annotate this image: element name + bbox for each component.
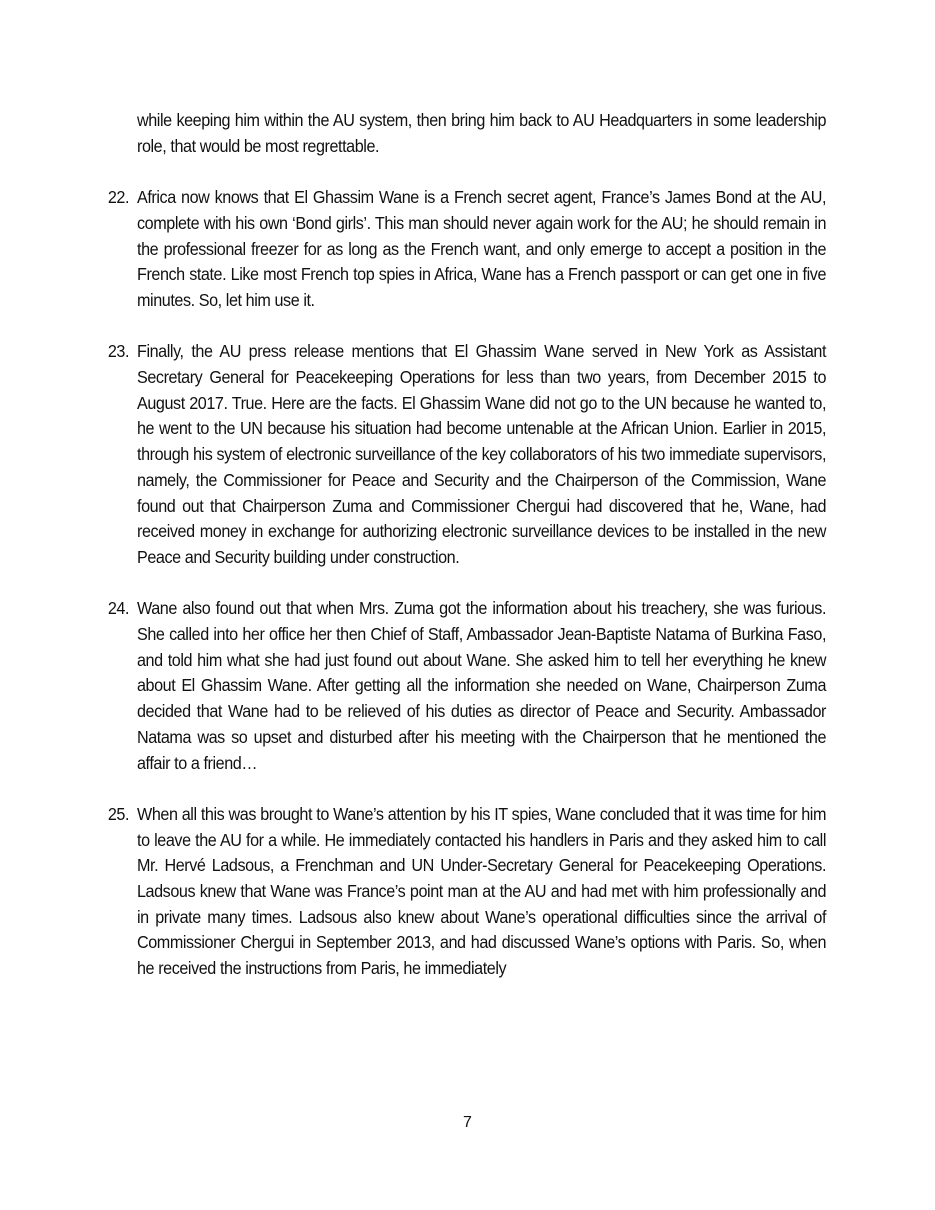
paragraph-number: 24. [107, 598, 130, 619]
paragraph-number: 23. [107, 341, 130, 362]
page-body [107, 108, 827, 1008]
paragraph-25 [107, 802, 827, 982]
paragraph-24 [107, 596, 827, 776]
paragraph-text: while keeping him within the AU system, then bring him back to AU Headquarters in some leadership role, that would be most regrettable. [137, 110, 827, 156]
paragraph-number: 25. [107, 803, 130, 824]
paragraph-text: Africa now knows that El Ghassim Wane is a French secret agent, France’s James Bond at the AU, complete with his own ‘Bond girls’. This man should never again work for the AU; he should remain in the professional freezer for as long as the French want, and only emerge to accept a position in the French state. Like most French top spies in Africa, Wane has a French passport or can get one in five minutes. So, let him use it. [137, 187, 827, 310]
paragraph-text: Wane also found out that when Mrs. Zuma got the information about his treachery, she was furious. She called into her office her then Chief of Staff, Ambassador Jean-Baptiste Natama of Burkina Faso, and told him what she had just found out about Wane. She asked him to tell her everything he knew about El Ghassim Wane. After getting all the information she needed on Wane, Chairperson Zuma decided that Wane had to be relieved of his duties as director of Peace and Security. Ambassador Natama was so upset and disturbed after his meeting with the Chairperson that he mentioned the affair to a friend… [137, 598, 827, 773]
continuation-paragraph [137, 108, 826, 159]
paragraph-text: Finally, the AU press release mentions that El Ghassim Wane served in New York as Assistant Secretary General for Peacekeeping Operations for less than two years, from December 2015 to August 2017. True. Here are the facts. El Ghassim Wane did not go to the UN because he wanted to, he went to the UN because his situation had become untenable at the African Union. Earlier in 2015, through his system of electronic surveillance of the key collaborators of his two immediate supervisors, namely, the Commissioner for Peace and Security and the Chairperson of the Commission, Wane found out that Chairperson Zuma and Commissioner Chergui had discovered that he, Wane, had received money in exchange for authorizing electronic surveillance devices to be installed in the new Peace and Security building under construction. [137, 341, 827, 567]
paragraph-text: When all this was brought to Wane’s attention by his IT spies, Wane concluded that it was time for him to leave the AU for a while. He immediately contacted his handlers in Paris and they asked him to call Mr. Hervé Ladsous, a Frenchman and UN Under-Secretary General for Peacekeeping Operations. Ladsous knew that Wane was France’s point man at the AU and had met with him professionally and in private many times. Ladsous also knew about Wane’s operational difficulties since the arrival of Commissioner Chergui in September 2013, and had discussed Wane’s options with Paris. So, when he received the instructions from Paris, he immediately [137, 803, 827, 979]
page-number: 7 [463, 1114, 472, 1131]
paragraph-23 [107, 339, 827, 570]
paragraph-22 [107, 185, 827, 314]
paragraph-number: 22. [107, 187, 130, 208]
